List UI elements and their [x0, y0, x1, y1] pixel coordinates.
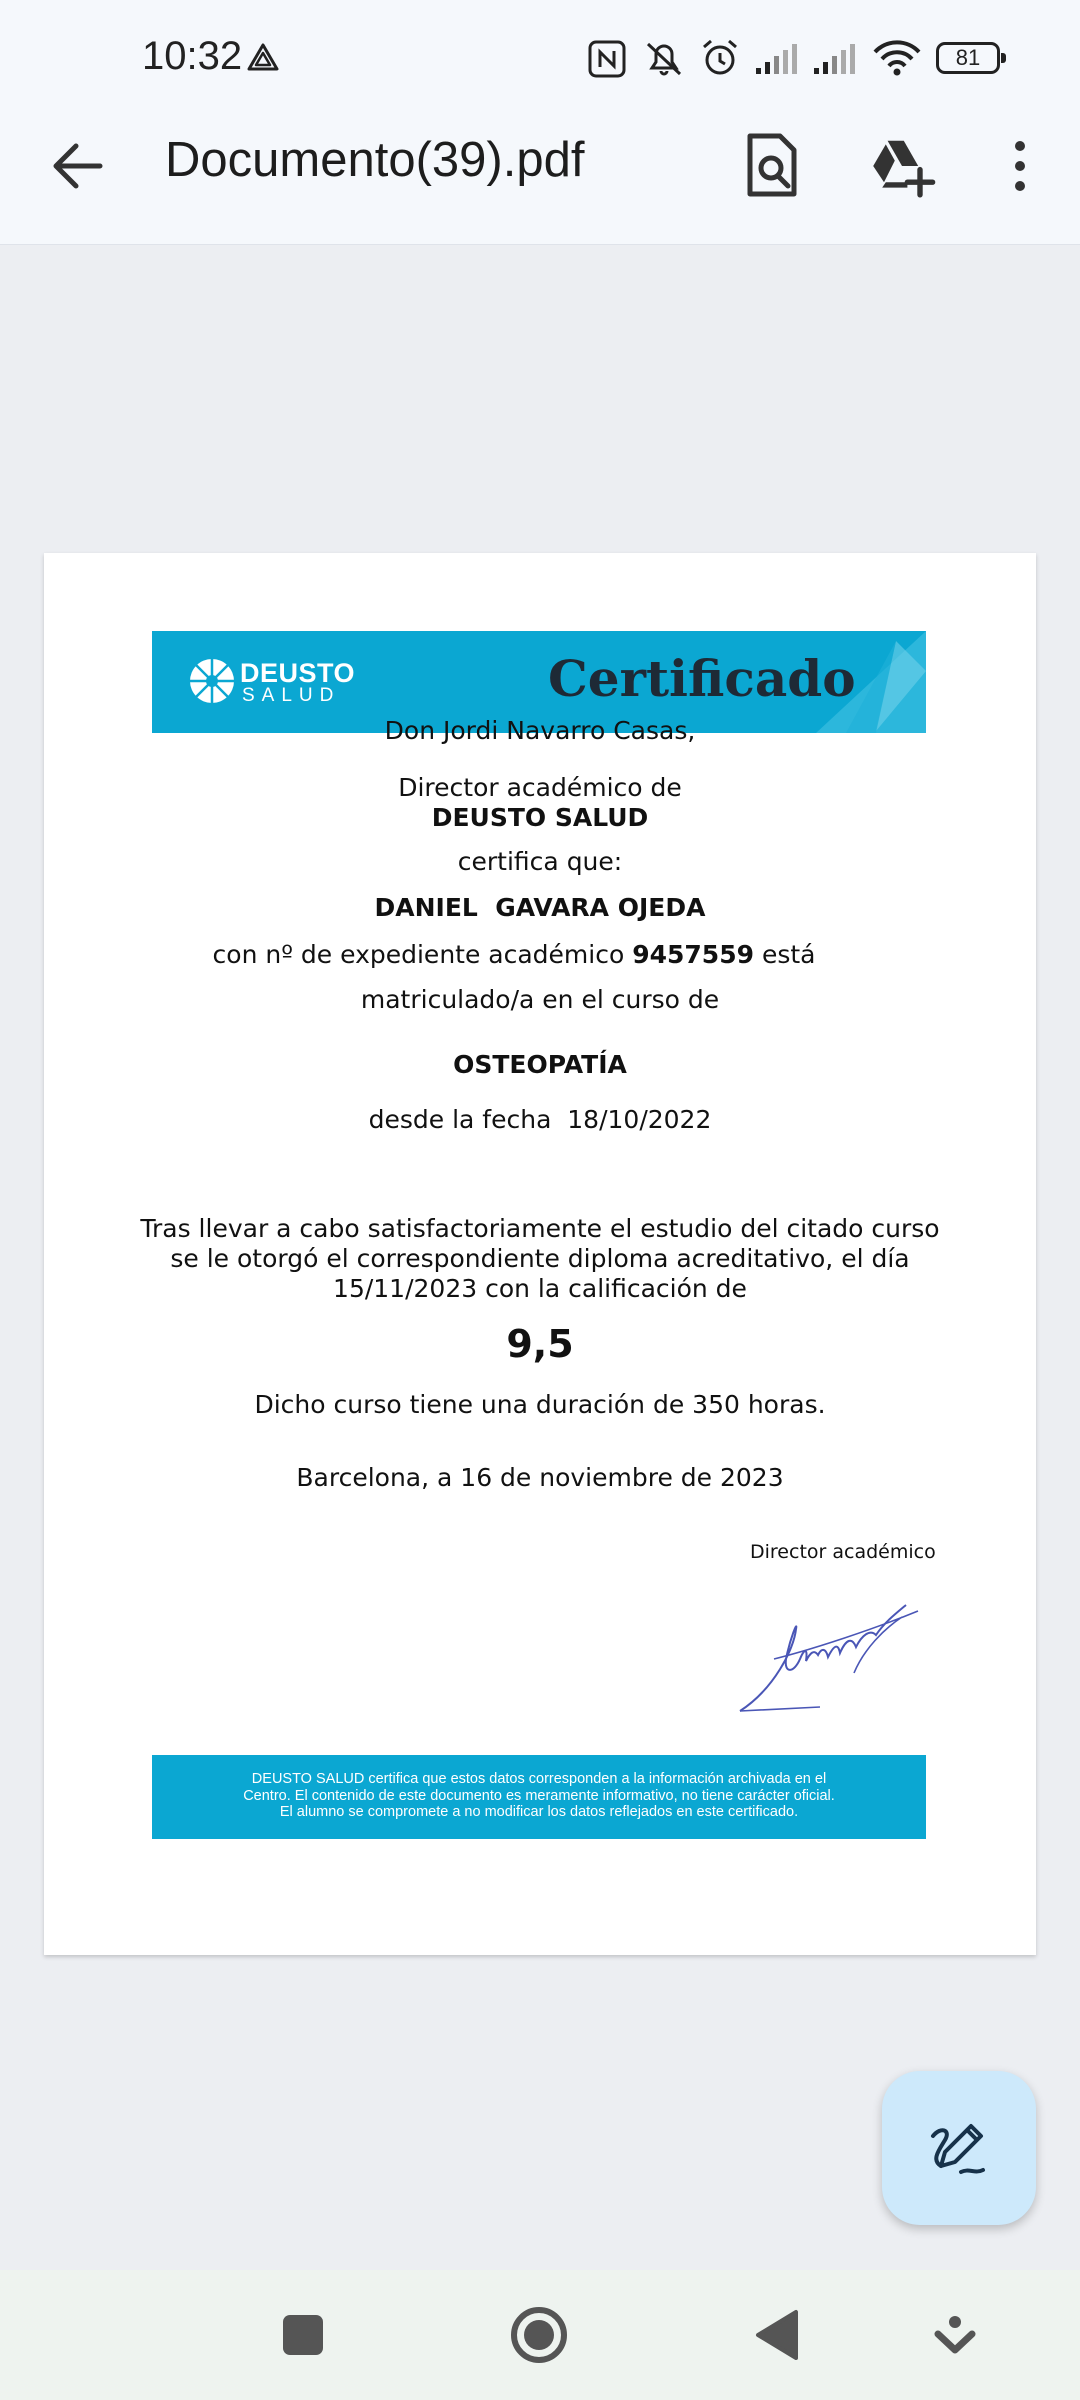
- recents-square-icon[interactable]: [268, 2300, 338, 2370]
- alarm-icon: [700, 38, 740, 78]
- footer-line: DEUSTO SALUD certifica que estos datos corresponden a la información archivada en el: [251, 1771, 827, 1787]
- institution-name: DEUSTO SALUD: [431, 803, 649, 832]
- completion-line: se le otorgó el correspondiente diploma acreditativo, el día: [170, 1244, 910, 1273]
- pdf-page[interactable]: [44, 553, 1036, 1955]
- back-arrow-icon[interactable]: [50, 138, 106, 194]
- back-triangle-icon[interactable]: [742, 2300, 812, 2370]
- top-bar: [0, 0, 1080, 245]
- issuer-name: Don Jordi Navarro Casas,: [384, 716, 696, 745]
- signal-icon: [754, 42, 800, 76]
- edit-fab-button[interactable]: [882, 2071, 1036, 2225]
- certifies-text: certifica que:: [457, 847, 623, 876]
- brand-subtitle: SALUD: [242, 685, 341, 706]
- course-name: OSTEOPATÍA: [453, 1050, 627, 1079]
- student-name: DANIEL GAVARA OJEDA: [374, 893, 706, 922]
- assistant-icon[interactable]: [920, 2300, 990, 2370]
- document-title: Documento(39).pdf: [165, 133, 585, 187]
- status-time: 10:32: [142, 34, 243, 78]
- file-number-line: [18, 940, 1010, 969]
- deusto-logo-icon: [188, 657, 236, 705]
- more-vert-icon[interactable]: [984, 128, 1044, 204]
- file-suffix: está: [761, 940, 816, 969]
- status-bar: [0, 0, 1080, 120]
- edit-pen-icon: [927, 2116, 991, 2180]
- footer-line: El alumno se compromete a no modificar los datos reflejados en este certificado.: [279, 1804, 799, 1820]
- battery-indicator: 81: [936, 42, 1000, 74]
- completion-line: 15/11/2023 con la calificación de: [333, 1274, 747, 1303]
- brand-name: DEUSTO: [240, 658, 356, 688]
- certificate-footer: [152, 1755, 926, 1839]
- signal-icon: [812, 42, 858, 76]
- brand-logo: [188, 655, 368, 707]
- wifi-icon: [872, 38, 922, 78]
- enrolled-text: matriculado/a en el curso de: [360, 985, 720, 1014]
- footer-line: Centro. El contenido de este documento es meramente informativo, no tiene carácter oficial.: [243, 1787, 835, 1804]
- issuer-role: Director académico de: [398, 773, 682, 802]
- certificate-title: Certificado: [548, 649, 856, 708]
- signature-image: [734, 1589, 924, 1719]
- file-number: 9457559: [632, 940, 754, 969]
- search-document-icon[interactable]: [738, 128, 810, 204]
- file-prefix: con nº de expediente académico: [212, 940, 625, 969]
- start-date: desde la fecha 18/10/2022: [368, 1105, 712, 1134]
- grade: 9,5: [506, 1322, 574, 1366]
- mute-icon: [642, 38, 686, 78]
- place-date: Barcelona, a 16 de noviembre de 2023: [296, 1463, 784, 1492]
- duration-text: Dicho curso tiene una duración de 350 horas.: [254, 1390, 826, 1419]
- alert-triangle-icon: [246, 42, 280, 72]
- system-nav-bar: [0, 2270, 1080, 2400]
- home-circle-icon[interactable]: [504, 2300, 574, 2370]
- nfc-icon: [588, 40, 626, 78]
- drive-add-icon[interactable]: [866, 128, 938, 204]
- completion-text: [44, 1214, 1036, 1304]
- completion-line: Tras llevar a cabo satisfactoriamente el estudio del citado curso: [140, 1214, 940, 1243]
- signer-label: Director académico: [750, 1541, 936, 1563]
